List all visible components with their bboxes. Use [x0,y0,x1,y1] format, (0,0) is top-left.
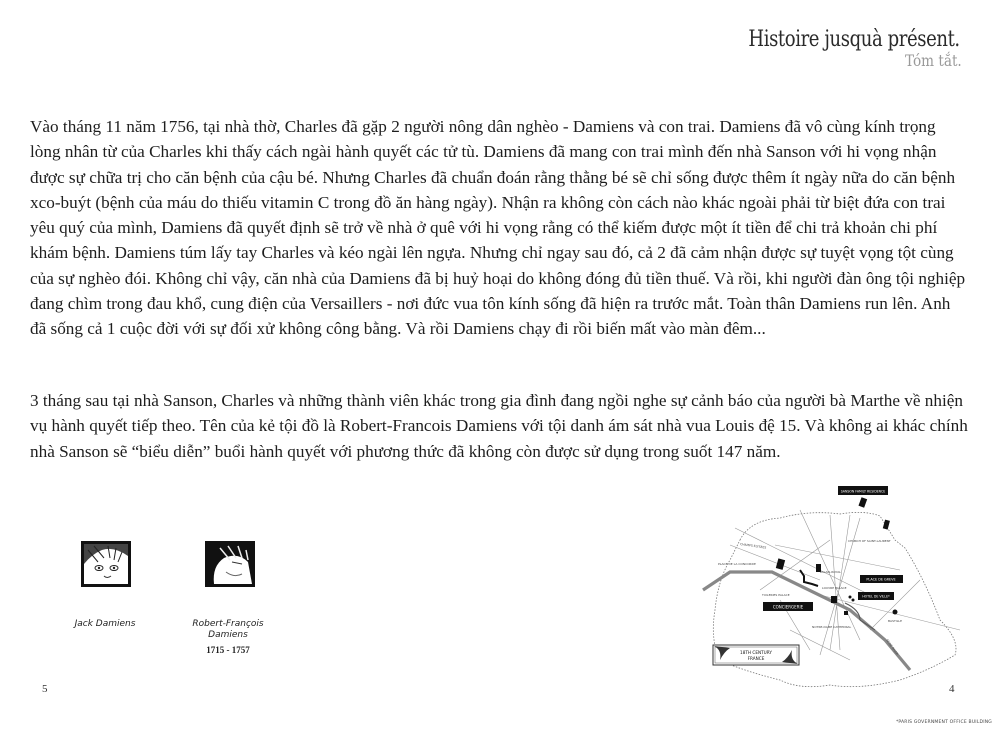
summary-paragraph-1: Vào tháng 11 năm 1756, tại nhà thờ, Charles đã gặp 2 người nông dân nghèo - Damiens và con trai. Damiens đã vô cùng kính trọng lòng nhân từ của Charles khi thấy cách ngài hành quyết các tử tù. Damiens đã mang con trai mình đến nhà Sanson với hi vọng nhận được sự chữa trị cho căn bệnh của cậu bé. Nhưng Charles đã chuẩn đoán rằng thằng bé sẽ chỉ sống được thêm ít ngày nữa do căn bệnh xco-buýt (bệnh của máu do thiếu vitamin C trong đồ ăn hàng ngày). Nhận ra không còn cách nào khác ngoài phải từ biệt đứa con trai yêu quý của mình, Damiens đã quyết định sẽ trở về nhà ở quê với hi vọng rằng có thể kiếm được một ít tiền để chi trả khoản chi phí khám bệnh. Damiens túm lấy tay Charles và kéo ngài lên ngựa. Nhưng chỉ ngay sau đó, cả 2 đã cảm nhận được sự tuyệt vọng tột cùng của sự nghèo đói. Không chỉ vậy, căn nhà của Damiens đã bị huỷ hoại do không đóng đủ tiền thuế. Và rồi, khi người đàn ông tội nghiệp đang chìm trong đau khổ, cung điện của Versaillers - nơi đức vua tôn kính sống đã hiện ra trước mắt. Toàn thân Damiens run lên. Anh đã sống cả 1 cuộc đời với sự đối xử không công bằng. Và rồi Damiens chạy đi rồi biến mất vào màn đêm... [30,117,966,339]
page-title: Histoire jusquà présent. [748,27,960,52]
lifespan-robert-francois-damiens: 1715 - 1757 [206,645,250,655]
page-header [702,28,960,70]
map-label-louvre-palace: LOUVRE PALACE [822,586,847,590]
man-face-icon [208,544,252,584]
caption-robert-francois-damiens: Robert-François Damiens [192,619,264,640]
caption-jack-damiens: Jack Damiens [74,619,136,629]
map-label-seine-river: SEINE RIVER [885,638,900,656]
svg-text:FRANCE: FRANCE [747,656,765,661]
svg-text:SANSON FAMILY RESIDENCE: SANSON FAMILY RESIDENCE [840,489,886,494]
page-subtitle: Tóm tắt. [905,51,962,70]
map-label-place-de-la-concorde: PLACE DE LA CONCORDE [718,562,756,566]
map-label-sanson-residence [838,486,888,495]
summary-paragraph-2: 3 tháng sau tại nhà Sanson, Charles và những thành viên khác trong gia đình đang ngồi nghe sự cảnh báo của người bà Marthe về nhiện vụ hành quyết tiếp theo. Tên của kẻ tội đồ là Robert-Francois Damiens với tội danh ám sát nhà vua Louis đệ 15. Và không ai khác chính nhà Sanson sẽ “biểu diễn” buổi hành quyết với phương thức đã không còn được sử dụng trong suốt 147 năm. [30,391,968,461]
svg-text:CONCIERGERIE: CONCIERGERIE [772,604,804,610]
map-label-conciergerie [763,602,813,611]
boy-face-icon [84,544,128,584]
map-label-place-de-greve [860,575,903,583]
portrait-jack-damiens [81,541,131,587]
map-label-tuileries-palace: TUILERIES PALACE [762,593,790,597]
page-number-right: 4 [949,683,955,695]
map-label-notre-dame: NOTRE-DAME CATHEDRAL [812,625,852,629]
page-number-left: 5 [42,683,48,695]
map-label-palais-royal: PALAIS-ROYAL [820,570,841,574]
map-cartouche [713,645,799,665]
svg-text:PLACE DE GREVE: PLACE DE GREVE [866,577,896,582]
map-label-champs-elysees: CHAMPS-ELYSEES [739,542,767,550]
svg-text:HOTEL DE VILLE*: HOTEL DE VILLE* [862,594,890,599]
paris-map [700,480,990,700]
map-label-bastille: BASTILLE [888,619,902,623]
map-label-church: CHURCH OF SAINT-LAURENT [848,539,891,543]
svg-text:18TH CENTURY: 18TH CENTURY [740,650,772,655]
map-footnote: *PARIS GOVERNMENT OFFICE BUILDING [895,720,992,725]
map-label-hotel-de-ville [858,592,894,600]
portrait-robert-francois-damiens [205,541,255,587]
